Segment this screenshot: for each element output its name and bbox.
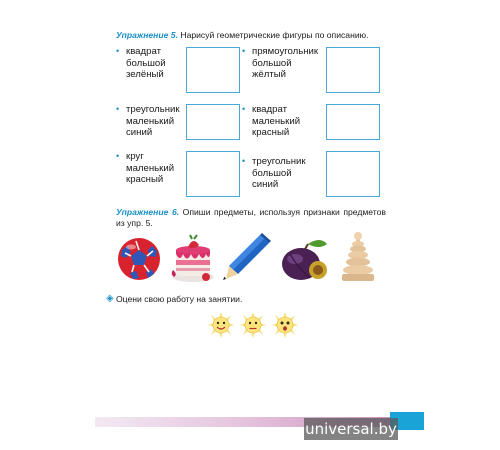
bullet-icon: •	[242, 156, 246, 166]
exercise-6-pictures	[112, 230, 382, 285]
exercise-5-item-1	[116, 46, 166, 81]
assessment-faces	[208, 312, 308, 338]
exercise-6-heading	[116, 207, 386, 229]
bullet-icon: •	[116, 151, 120, 161]
exercise-5-item-2	[242, 46, 319, 81]
item-text: квадрат	[252, 104, 287, 115]
drawing-box-2[interactable]	[326, 47, 380, 93]
self-assessment	[106, 293, 243, 304]
item-text: прямоугольник	[252, 46, 319, 57]
bullet-icon: •	[242, 104, 246, 114]
item-text: большой	[126, 57, 166, 69]
exercise-5-item-6	[242, 156, 306, 191]
item-text: треугольник	[126, 104, 180, 115]
bullet-icon: •	[116, 104, 120, 114]
item-text: маленький	[126, 162, 175, 174]
ball-icon	[116, 236, 162, 282]
self-assessment-text: Оцени свою работу на занятии.	[116, 294, 243, 304]
exercise-5-item-4	[242, 104, 301, 139]
item-text: большой	[252, 167, 292, 179]
item-text: маленький	[252, 115, 301, 127]
pyramid-toy-icon	[338, 232, 378, 284]
drawing-box-6[interactable]	[326, 151, 380, 197]
item-text: квадрат	[126, 46, 161, 57]
exercise-5-item-5	[116, 151, 175, 186]
drawing-box-1[interactable]	[186, 47, 240, 93]
surprised-sun-icon[interactable]	[272, 312, 298, 338]
item-text: жёлтый	[252, 69, 286, 80]
happy-sun-icon[interactable]	[208, 312, 234, 338]
drawing-box-3[interactable]	[186, 104, 240, 140]
drawing-box-4[interactable]	[326, 104, 380, 140]
bullet-icon: •	[242, 46, 246, 56]
item-text: маленький	[126, 115, 175, 127]
item-text: круг	[126, 151, 144, 162]
item-text: треугольник	[252, 156, 306, 167]
bullet-icon: •	[116, 46, 120, 56]
item-text: зелёный	[126, 69, 164, 80]
exercise-5-label: Упражнение 5.	[116, 30, 178, 40]
item-text: красный	[126, 174, 164, 185]
item-text: синий	[252, 179, 279, 190]
diamond-icon: ◈	[106, 293, 114, 304]
neutral-sun-icon[interactable]	[240, 312, 266, 338]
drawing-box-5[interactable]	[186, 151, 240, 197]
exercise-6-instruction: Опиши предметы, используя признаки предметов из упр. 5.	[116, 207, 386, 228]
exercise-5-heading	[116, 30, 368, 41]
watermark: universal.by	[305, 420, 397, 438]
item-text: большой	[252, 57, 292, 69]
exercise-5-instruction: Нарисуй геометрические фигуры по описанию.	[180, 30, 369, 40]
plum-icon	[278, 234, 330, 282]
exercise-6-label: Упражнение 6.	[116, 207, 180, 217]
item-text: красный	[252, 127, 290, 138]
exercise-5-item-3	[116, 104, 180, 139]
pencil-icon	[220, 232, 272, 282]
item-text: синий	[126, 127, 153, 138]
cake-icon	[168, 230, 218, 284]
